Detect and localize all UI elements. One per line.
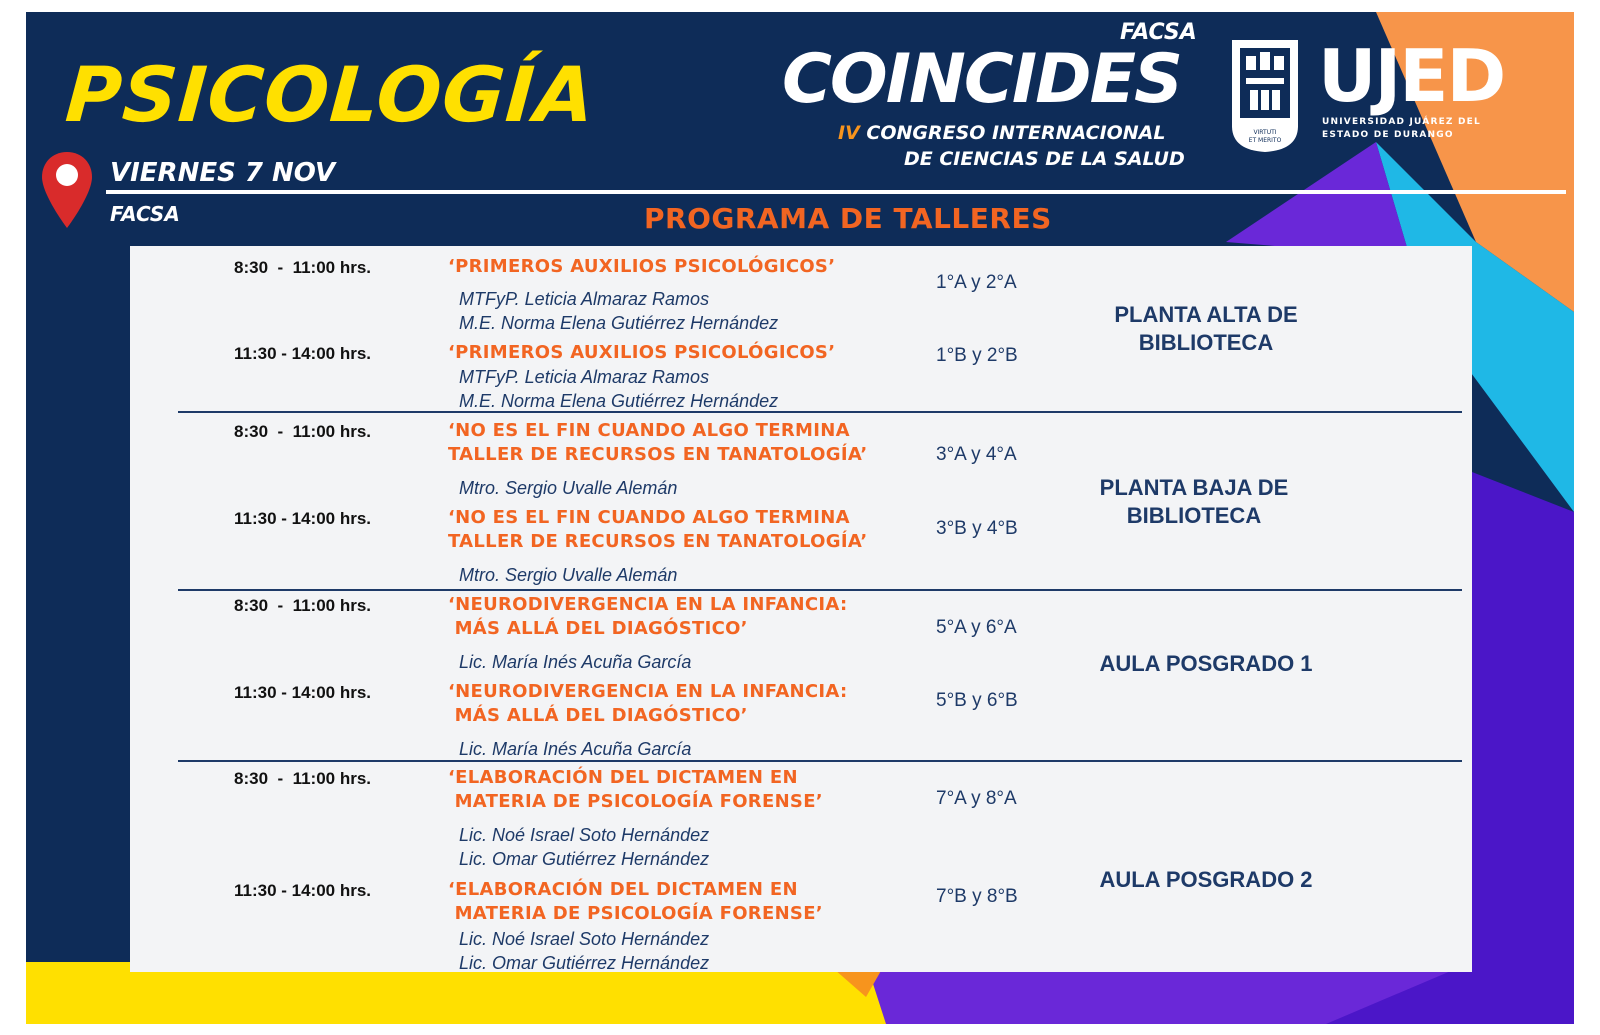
congress-roman-numeral: IV — [838, 122, 860, 144]
session-location: AULA POSGRADO 1 — [1099, 651, 1313, 676]
workshop-speakers: Lic. Noé Israel Soto Hernández Lic. Omar Gutiérrez Hernández — [459, 929, 710, 973]
workshop-title: ‘NO ES EL FIN CUANDO ALGO TERMINA TALLER DE RECURSOS EN TANATOLOGÍA’ — [448, 420, 868, 465]
session-time: 11:30 - 14:00 hrs. — [234, 683, 372, 702]
session-groups: 7°A y 8°A — [936, 788, 1017, 809]
session-groups: 7°B y 8°B — [936, 886, 1018, 907]
session-groups: 3°A y 4°A — [936, 444, 1017, 465]
session-time: 11:30 - 14:00 hrs. — [234, 509, 372, 528]
header-divider — [106, 190, 1566, 194]
workshop-speakers: Mtro. Sergio Uvalle Alemán — [459, 565, 678, 585]
event-venue: FACSA — [110, 202, 180, 226]
congress-logo-text: COINCIDES — [782, 40, 1181, 119]
workshop-title: ‘NEURODIVERGENCIA EN LA INFANCIA: MÁS ALLÁ DEL DIAGÓSTICO’ — [448, 681, 848, 726]
workshop-speakers: MTFyP. Leticia Almaraz Ramos M.E. Norma Elena Gutiérrez Hernández — [459, 367, 779, 411]
block-divider — [178, 411, 1462, 413]
congress-subtitle-line2: DE CIENCIAS DE LA SALUD — [904, 148, 1185, 170]
page-title: PSICOLOGÍA — [62, 50, 599, 139]
university-full-name: UNIVERSIDAD JUÁREZ DEL ESTADO DE DURANGO — [1322, 117, 1481, 140]
workshop-title: ‘PRIMEROS AUXILIOS PSICOLÓGICOS’ — [448, 256, 836, 277]
session-groups: 3°B y 4°B — [936, 518, 1018, 539]
session-groups: 1°B y 2°B — [936, 345, 1018, 366]
block-divider — [178, 589, 1462, 591]
session-groups: 1°A y 2°A — [936, 272, 1017, 293]
workshop-speakers: Lic. María Inés Acuña García — [459, 652, 692, 672]
session-time: 11:30 - 14:00 hrs. — [234, 344, 372, 363]
congress-subtitle-line1: IV CONGRESO INTERNACIONAL — [838, 122, 1166, 144]
event-date: VIERNES 7 NOV — [110, 158, 336, 188]
session-groups: 5°B y 6°B — [936, 690, 1018, 711]
workshop-speakers: MTFyP. Leticia Almaraz Ramos M.E. Norma Elena Gutiérrez Hernández — [459, 289, 779, 333]
session-time: 11:30 - 14:00 hrs. — [234, 881, 372, 900]
session-location: PLANTA BAJA DE BIBLIOTECA — [1099, 475, 1289, 528]
workshop-title: ‘ELABORACIÓN DEL DICTAMEN EN MATERIA DE PSICOLOGÍA FORENSE’ — [448, 767, 823, 812]
poster-frame — [26, 12, 1574, 1024]
workshop-speakers: Mtro. Sergio Uvalle Alemán — [459, 478, 678, 498]
congress-faculty: FACSA — [1120, 20, 1197, 45]
session-groups: 5°A y 6°A — [936, 617, 1017, 638]
university-logo-text: UJED — [1318, 34, 1505, 118]
workshop-speakers: Lic. Noé Israel Soto Hernández Lic. Omar Gutiérrez Hernández — [459, 825, 710, 869]
university-seal-icon — [1230, 38, 1300, 154]
svg-text:ET MERITO: ET MERITO — [1248, 137, 1282, 144]
workshop-title: ‘PRIMEROS AUXILIOS PSICOLÓGICOS’ — [448, 342, 836, 363]
session-time: 8:30 - 11:00 hrs. — [234, 596, 372, 615]
location-pin-icon — [40, 150, 94, 230]
block-divider — [178, 760, 1462, 762]
session-time: 8:30 - 11:00 hrs. — [234, 258, 372, 277]
session-location: AULA POSGRADO 2 — [1099, 867, 1313, 892]
program-title: PROGRAMA DE TALLERES — [644, 202, 1052, 235]
workshop-speakers: Lic. María Inés Acuña García — [459, 739, 692, 759]
session-time: 8:30 - 11:00 hrs. — [234, 769, 372, 788]
workshop-title: ‘NEURODIVERGENCIA EN LA INFANCIA: MÁS ALLÁ DEL DIAGÓSTICO’ — [448, 594, 848, 639]
workshop-title: ‘NO ES EL FIN CUANDO ALGO TERMINA TALLER DE RECURSOS EN TANATOLOGÍA’ — [448, 507, 868, 552]
svg-text:VIRTUTI: VIRTUTI — [1253, 129, 1277, 136]
session-location: PLANTA ALTA DE BIBLIOTECA — [1114, 302, 1298, 355]
workshop-title: ‘ELABORACIÓN DEL DICTAMEN EN MATERIA DE PSICOLOGÍA FORENSE’ — [448, 879, 823, 924]
session-time: 8:30 - 11:00 hrs. — [234, 422, 372, 441]
